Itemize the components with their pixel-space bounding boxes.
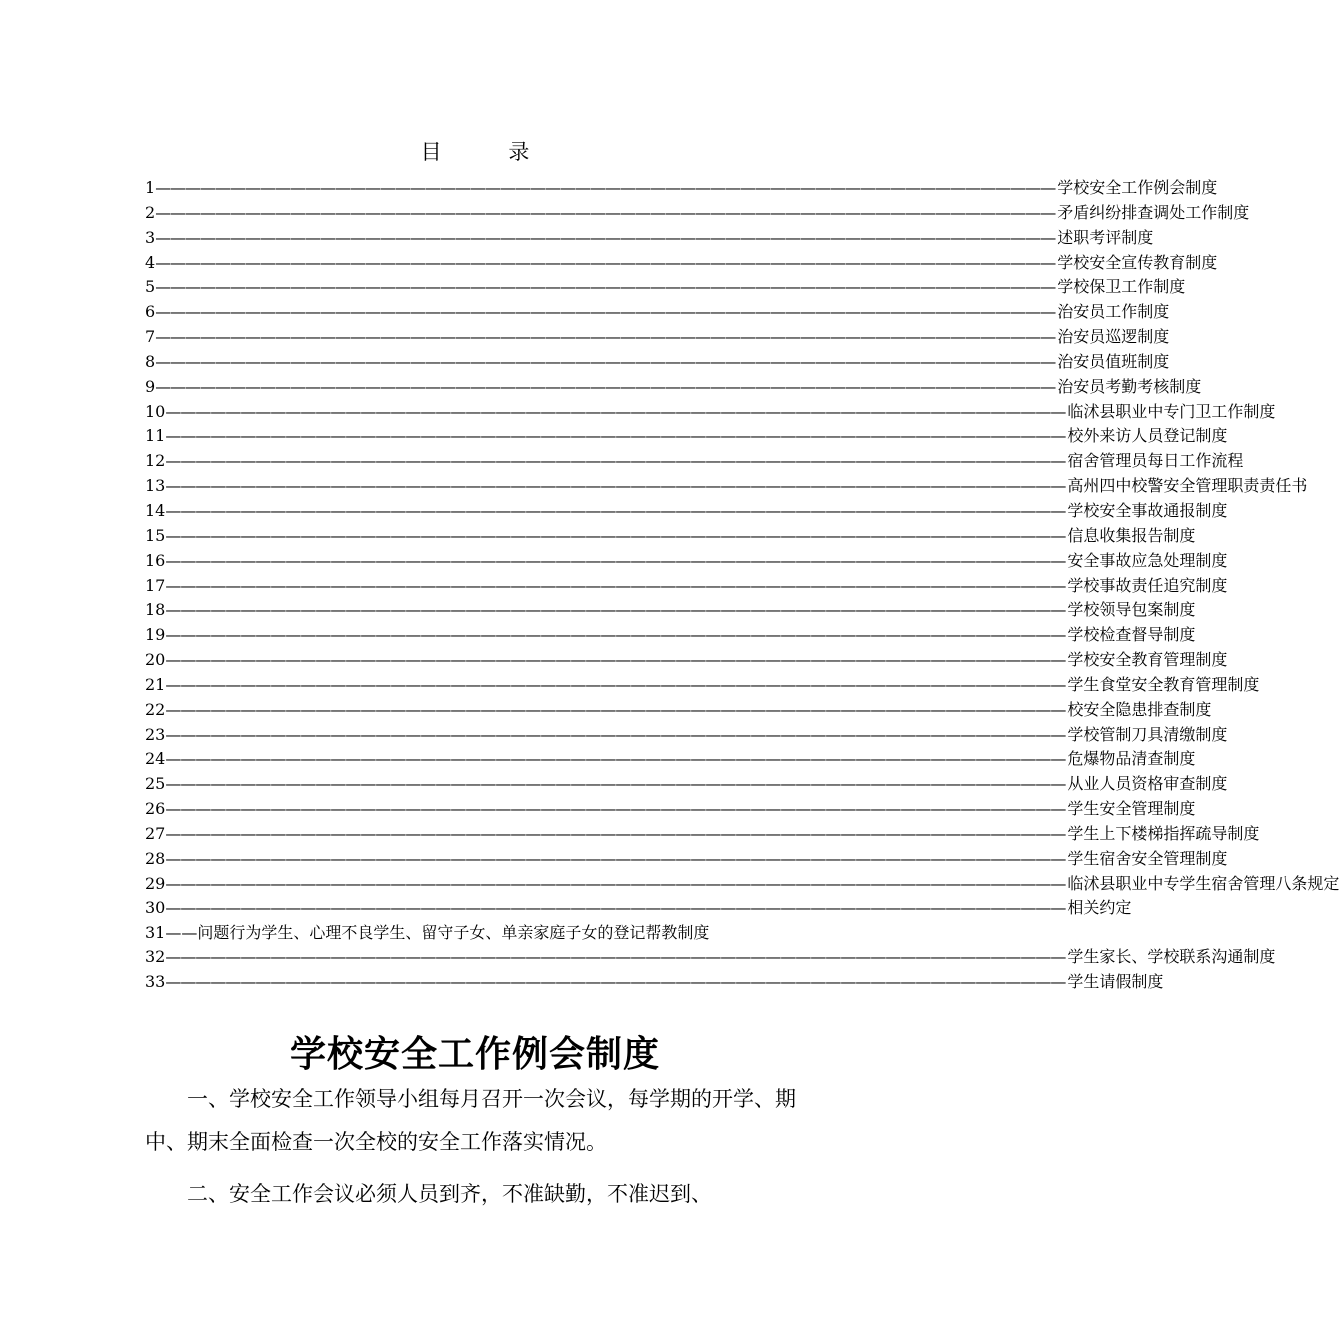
toc-entry-title: 校安全隐患排查制度 [1067, 699, 1212, 719]
toc-entry-title: 安全事故应急处理制度 [1067, 550, 1228, 570]
toc-entry-title: 校外来访人员登记制度 [1067, 426, 1228, 446]
toc-entry [145, 847, 1228, 872]
toc-entry [145, 424, 1228, 449]
toc-entry-title: 学生请假制度 [1067, 972, 1164, 992]
toc-entry [145, 698, 1212, 723]
toc-leader-dashes: ———————————————————————————————————————————————————————————— [155, 277, 1056, 297]
toc-entry-title: 学校保卫工作制度 [1057, 277, 1186, 297]
toc-entry-title: 学校管制刀具清缴制度 [1067, 724, 1228, 744]
toc-entry-number: 20 [145, 650, 166, 670]
section-body [145, 1078, 807, 1225]
toc-entry [145, 574, 1228, 599]
toc-entry-number: 2 [145, 202, 156, 222]
toc-leader-dashes: ———————————————————————————————————————————————————————————— [165, 575, 1066, 595]
toc-leader-dashes: ———————————————————————————————————————————————————————————— [165, 799, 1066, 819]
toc-entry [145, 474, 1308, 499]
toc-entry-number: 25 [145, 774, 166, 794]
toc-entry-title: 临沭县职业中专门卫工作制度 [1067, 401, 1276, 421]
toc-entry [145, 723, 1228, 748]
toc-leader-dashes: ———————————————————————————————————————————————————————————— [155, 178, 1056, 197]
toc-entry-title: 学校安全事故通报制度 [1067, 500, 1228, 520]
toc-entry-title: 学生上下楼梯指挥疏导制度 [1067, 823, 1260, 843]
toc-leader-dashes: ———————————————————————————————————————————————————————————— [165, 426, 1066, 446]
toc-entry [145, 648, 1228, 673]
toc-leader-dashes: ———————————————————————————————————————————————————————————— [165, 898, 1066, 918]
toc-leader-dashes: ———————————————————————————————————————————————————————————— [165, 848, 1066, 868]
toc-entry [145, 797, 1196, 822]
table-of-contents [145, 176, 1339, 995]
toc-entry-title: 学生家长、学校联系沟通制度 [1067, 947, 1276, 967]
toc-entry-title: 矛盾纠纷排查调处工作制度 [1057, 202, 1250, 222]
body-paragraph: 一、学校安全工作领导小组每月召开一次会议，每学期的开学、期中、期末全面检查一次全校的安全工作落实情况。 [145, 1087, 796, 1154]
toc-entry-31: 31——问题行为学生、心理不良学生、留守子女、单亲家庭子女的登记帮教制度 [145, 923, 710, 943]
toc-entry-number: 4 [145, 252, 156, 272]
toc-leader-dashes: ———————————————————————————————————————————————————————————— [165, 823, 1066, 843]
toc-entry-title: 从业人员资格审查制度 [1067, 774, 1228, 794]
toc-leader-dashes: ———————————————————————————————————————————————————————————— [165, 774, 1066, 794]
toc-entry-title: 治安员工作制度 [1057, 302, 1170, 322]
toc-entry [145, 499, 1228, 524]
toc-title: 目 录 [420, 140, 560, 164]
toc-entry-number: 10 [145, 401, 166, 421]
toc-entry-title: 学校安全工作例会制度 [1057, 178, 1218, 197]
toc-entry [145, 872, 1339, 897]
body-paragraph: 二、安全工作会议必须人员到齐，不准缺勤，不准迟到、 [187, 1182, 712, 1206]
toc-entry-number: 9 [145, 376, 156, 396]
toc-entry-title: 治安员值班制度 [1057, 351, 1170, 371]
toc-leader-dashes: ———————————————————————————————————————————————————————————— [165, 401, 1066, 421]
toc-entry-title: 学生安全管理制度 [1067, 799, 1196, 819]
toc-entry [145, 275, 1186, 300]
toc-entry-title: 临沭县职业中专学生宿舍管理八条规定 [1067, 873, 1339, 893]
toc-entry-title: 学校领导包案制度 [1067, 600, 1196, 620]
toc-entry [145, 226, 1154, 251]
toc-entry-title: 述职考评制度 [1057, 227, 1154, 247]
toc-entry-title: 学校检查督导制度 [1067, 625, 1196, 645]
toc-entry [145, 673, 1260, 698]
toc-entry-title: 相关约定 [1067, 898, 1132, 918]
toc-entry [145, 772, 1228, 797]
toc-entry-number: 17 [145, 575, 166, 595]
toc-entry-number: 16 [145, 550, 166, 570]
toc-entry-number: 33 [145, 972, 166, 992]
toc-entry [145, 300, 1170, 325]
toc-leader-dashes: ———————————————————————————————————————————————————————————— [155, 202, 1056, 222]
toc-entry-title: 学校安全教育管理制度 [1067, 650, 1228, 670]
toc-entry-number: 22 [145, 699, 166, 719]
toc-entry [145, 176, 1218, 201]
toc-entry-number: 29 [145, 873, 166, 893]
toc-entry-number: 8 [145, 351, 156, 371]
toc-entry [145, 623, 1196, 648]
toc-entry-number: 21 [145, 674, 166, 694]
toc-leader-dashes: ———————————————————————————————————————————————————————————— [165, 600, 1066, 620]
toc-leader-dashes: ———————————————————————————————————————————————————————————— [165, 674, 1066, 694]
toc-entry [145, 896, 1132, 921]
toc-entry-number: 32 [145, 947, 166, 967]
section-title: 学校安全工作例会制度 [289, 1034, 660, 1075]
toc-entry [145, 822, 1260, 847]
toc-leader-dashes: ———————————————————————————————————————————————————————————— [165, 699, 1066, 719]
toc-leader-dashes: ———————————————————————————————————————————————————————————— [155, 327, 1056, 347]
toc-leader-dashes: ———————————————————————————————————————————————————————————— [165, 873, 1066, 893]
toc-leader-dashes: ———————————————————————————————————————————————————————————— [165, 500, 1066, 520]
toc-entry-title: 学生宿舍安全管理制度 [1067, 848, 1228, 868]
toc-leader-dashes: ———————————————————————————————————————————————————————————— [155, 302, 1056, 322]
toc-leader-dashes: ———————————————————————————————————————————————————————————— [165, 749, 1066, 769]
toc-leader-dashes: ———————————————————————————————————————————————————————————— [165, 724, 1066, 744]
toc-entry-number: 30 [145, 898, 166, 918]
toc-leader-dashes: ———————————————————————————————————————————————————————————— [165, 476, 1066, 496]
toc-entry-number: 26 [145, 799, 166, 819]
toc-entry-number: 1 [145, 178, 156, 197]
toc-entry [145, 251, 1218, 276]
toc-entry-number: 11 [145, 426, 166, 446]
toc-entry [145, 449, 1244, 474]
toc-entry-title: 危爆物品清查制度 [1067, 749, 1196, 769]
toc-entry-title: 学生食堂安全教育管理制度 [1067, 674, 1260, 694]
toc-leader-dashes: ———————————————————————————————————————————————————————————— [165, 451, 1066, 471]
toc-entry [145, 970, 1164, 995]
toc-entry [145, 201, 1250, 226]
toc-entry [145, 747, 1196, 772]
toc-leader-dashes: ———————————————————————————————————————————————————————————— [165, 550, 1066, 570]
toc-entry-title: 高州四中校警安全管理职责责任书 [1067, 476, 1308, 496]
toc-leader-dashes: ———————————————————————————————————————————————————————————— [165, 650, 1066, 670]
toc-entry-number: 12 [145, 451, 166, 471]
toc-entry-number: 19 [145, 625, 166, 645]
toc-entry-number: 15 [145, 525, 166, 545]
toc-entry [145, 400, 1276, 425]
toc-entry-number: 24 [145, 749, 166, 769]
toc-leader-dashes: ———————————————————————————————————————————————————————————— [155, 351, 1056, 371]
toc-leader-dashes: ———————————————————————————————————————————————————————————— [155, 227, 1056, 247]
toc-entry-title: 治安员巡逻制度 [1057, 327, 1170, 347]
toc-entry [145, 524, 1196, 549]
toc-entry-title: 学校安全宣传教育制度 [1057, 252, 1218, 272]
toc-entry [145, 549, 1228, 574]
toc-entry-number: 18 [145, 600, 166, 620]
toc-entry [145, 325, 1170, 350]
toc-leader-dashes: ———————————————————————————————————————————————————————————— [155, 252, 1056, 272]
toc-entry [145, 350, 1170, 375]
toc-leader-dashes: ———————————————————————————————————————————————————————————— [165, 625, 1066, 645]
toc-entry-number: 28 [145, 848, 166, 868]
toc-entry-title: 宿舍管理员每日工作流程 [1067, 451, 1244, 471]
toc-entry-number: 27 [145, 823, 166, 843]
toc-entry-number: 6 [145, 302, 156, 322]
toc-entry [145, 375, 1202, 400]
toc-leader-dashes: ———————————————————————————————————————————————————————————— [155, 376, 1056, 396]
toc-entry [145, 945, 1276, 970]
toc-entry-number: 5 [145, 277, 156, 297]
toc-leader-dashes: ———————————————————————————————————————————————————————————— [165, 525, 1066, 545]
toc-entry-title: 治安员考勤考核制度 [1057, 376, 1202, 396]
toc-entry-number: 3 [145, 227, 156, 247]
toc-leader-dashes: ———————————————————————————————————————————————————————————— [165, 947, 1066, 967]
toc-entry-number: 7 [145, 327, 156, 347]
toc-entry-number: 13 [145, 476, 166, 496]
toc-leader-dashes: ———————————————————————————————————————————————————————————— [165, 972, 1066, 992]
toc-entry [145, 598, 1196, 623]
toc-entry-number: 23 [145, 724, 166, 744]
toc-entry-number: 14 [145, 500, 166, 520]
toc-entry-title: 学校事故责任追究制度 [1067, 575, 1228, 595]
toc-entry-title: 信息收集报告制度 [1067, 525, 1196, 545]
